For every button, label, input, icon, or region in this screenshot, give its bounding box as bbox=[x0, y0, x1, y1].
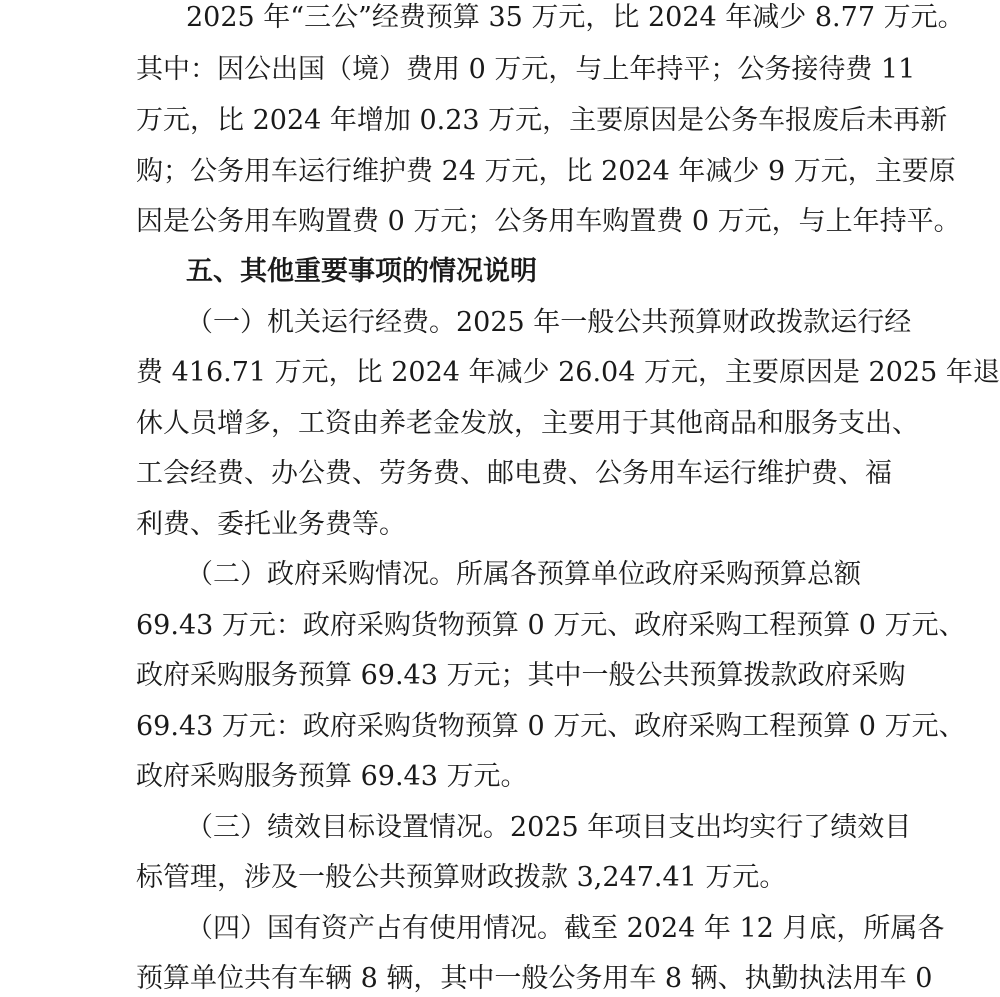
paragraph-line: 万元，比 2024 年增加 0.23 万元，主要原因是公务车报废后未再新 bbox=[136, 105, 948, 136]
subsection-paragraph-line: （一）机关运行经费。2025 年一般公共预算财政拨款运行经 bbox=[186, 307, 912, 338]
paragraph-line: 69.43 万元：政府采购货物预算 0 万元、政府采购工程预算 0 万元、 bbox=[136, 711, 966, 742]
subsection-paragraph-line: （四）国有资产占有使用情况。截至 2024 年 12 月底，所属各 bbox=[186, 913, 945, 944]
paragraph-line: 政府采购服务预算 69.43 万元。 bbox=[136, 761, 528, 792]
paragraph-line: 2025 年“三公”经费预算 35 万元，比 2024 年减少 8.77 万元。 bbox=[186, 2, 965, 33]
paragraph-line: 其中：因公出国（境）费用 0 万元，与上年持平；公务接待费 11 bbox=[136, 54, 916, 85]
paragraph-line: 69.43 万元：政府采购货物预算 0 万元、政府采购工程预算 0 万元、 bbox=[136, 610, 966, 641]
subsection-paragraph-line: （三）绩效目标设置情况。2025 年项目支出均实行了绩效目 bbox=[186, 812, 912, 843]
paragraph-line: 利费、委托业务费等。 bbox=[136, 509, 406, 540]
subsection-paragraph-line: （二）政府采购情况。所属各预算单位政府采购预算总额 bbox=[186, 559, 861, 590]
paragraph-line: 政府采购服务预算 69.43 万元；其中一般公共预算拨款政府采购 bbox=[136, 660, 906, 691]
paragraph-line: 费 416.71 万元，比 2024 年减少 26.04 万元，主要原因是 2025 年退 bbox=[136, 357, 1000, 388]
section-heading: 五、其他重要事项的情况说明 bbox=[186, 256, 537, 287]
paragraph-line: 标管理，涉及一般公共预算财政拨款 3,247.41 万元。 bbox=[136, 862, 787, 893]
paragraph-line: 休人员增多，工资由养老金发放，主要用于其他商品和服务支出、 bbox=[136, 408, 919, 439]
paragraph-line: 预算单位共有车辆 8 辆，其中一般公务用车 8 辆、执勤执法用车 0 bbox=[136, 963, 933, 994]
paragraph-line: 购；公务用车运行维护费 24 万元，比 2024 年减少 9 万元，主要原 bbox=[136, 156, 956, 187]
paragraph-line: 工会经费、办公费、劳务费、邮电费、公务用车运行维护费、福 bbox=[136, 458, 892, 489]
paragraph-line: 因是公务用车购置费 0 万元；公务用车购置费 0 万元，与上年持平。 bbox=[136, 206, 961, 237]
